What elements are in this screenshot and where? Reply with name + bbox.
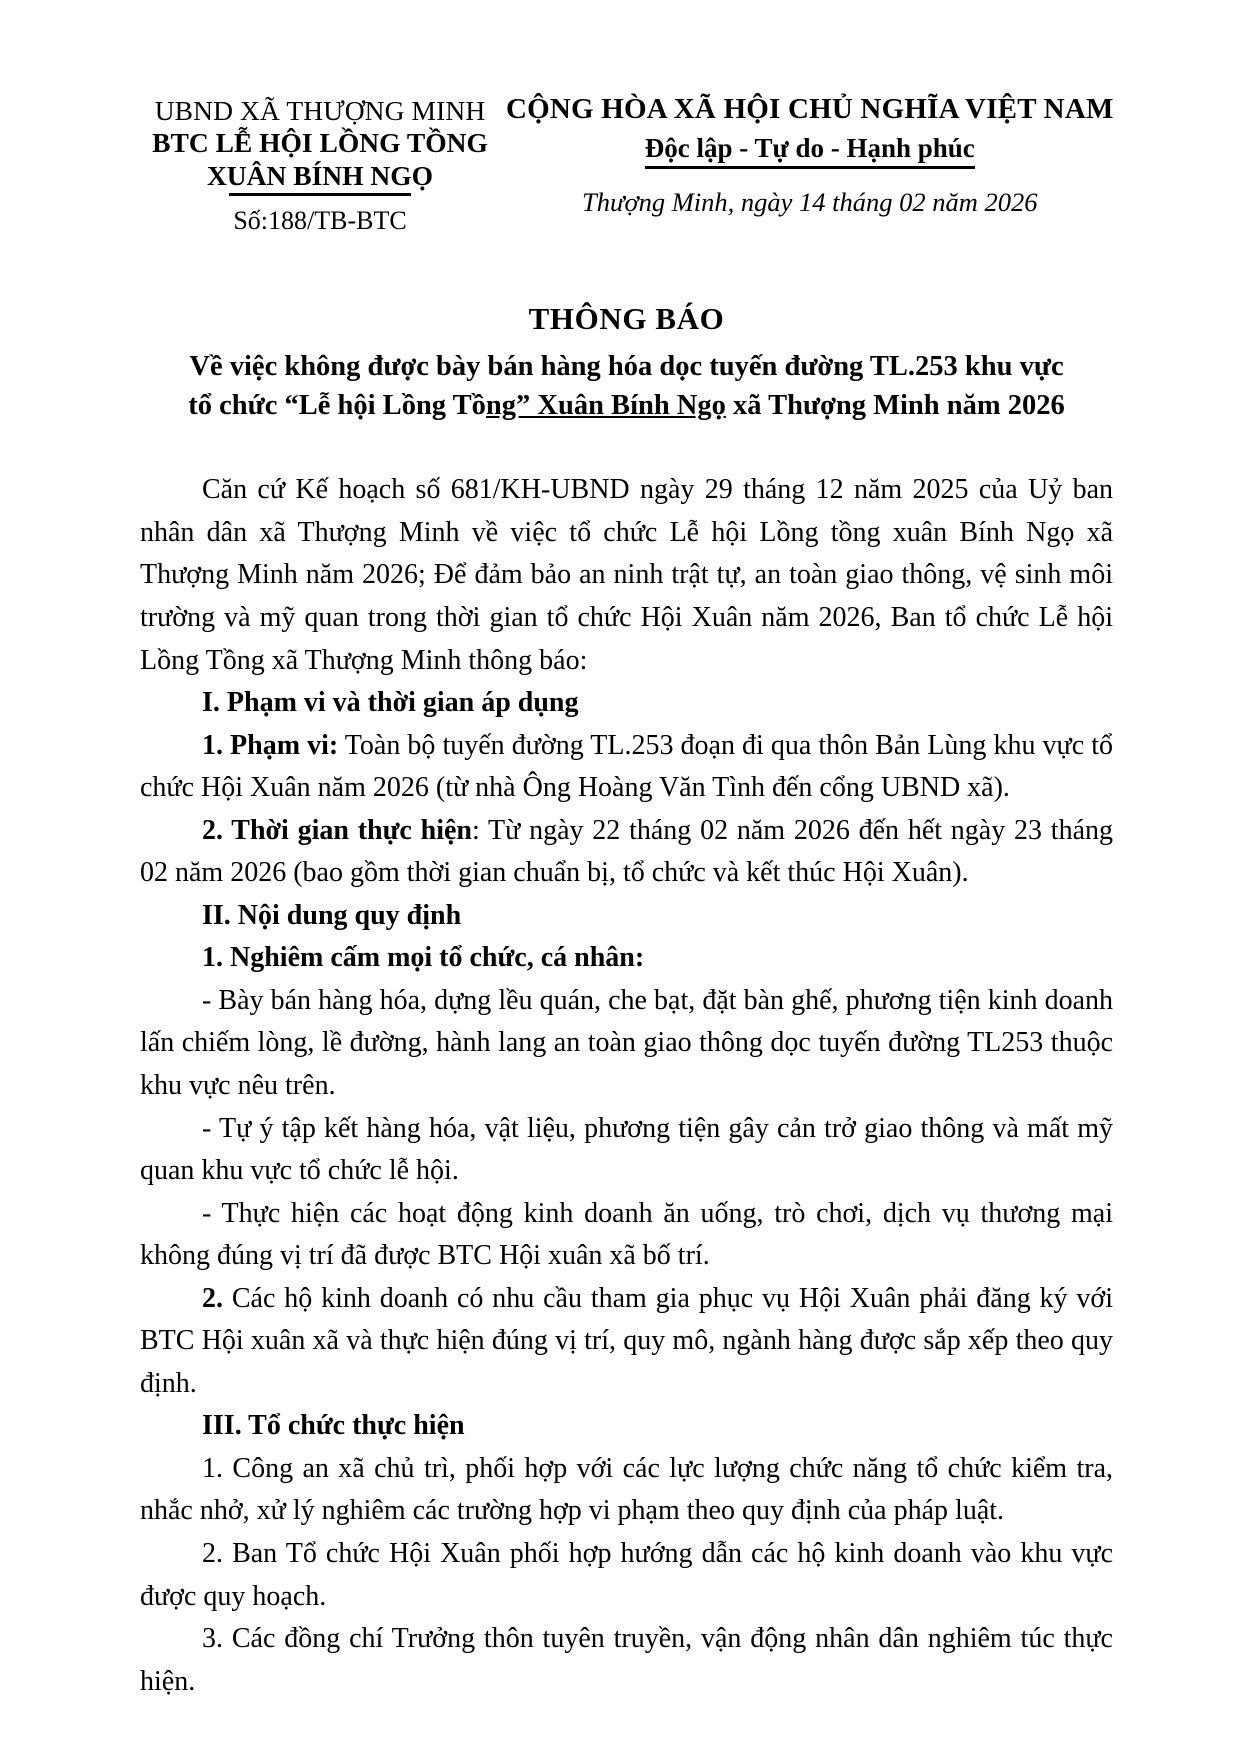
item-scope xyxy=(140,725,1113,810)
organization-underline xyxy=(229,193,411,195)
item-timeframe-label: 2. Thời gian thực hiện xyxy=(202,814,472,846)
document-subject xyxy=(140,347,1113,425)
item-scope-text: Toàn bộ tuyến đường TL.253 đoạn đi qua thôn Bản Lùng khu vực tổ chức Hội Xuân năm 2026 (từ nhà Ông Hoàng Văn Tình đến cổng UBND xã). xyxy=(140,729,1113,804)
organization-line-3 xyxy=(207,160,433,196)
subject-line-2-part-a: tổ chức “Lễ hội Lồng Tồ xyxy=(188,390,486,422)
document-body xyxy=(140,469,1113,1703)
national-heading-block xyxy=(500,92,1114,219)
implementation-item-2: 2. Ban Tổ chức Hội Xuân phối hợp hướng dẫn các hộ kinh doanh vào khu vực được quy hoạch. xyxy=(140,1537,1113,1612)
document-number: Số:188/TB-BTC xyxy=(233,205,407,235)
subject-line-1: Về việc không được bày bán hàng hóa dọc tuyến đường TL.253 khu vực xyxy=(189,351,1064,383)
item-timeframe-text: : Từ ngày 22 tháng 02 năm 2026 đến hết ngày 23 tháng 02 năm 2026 (bao gồm thời gian chuẩn bị, tổ chức và kết thúc Hội Xuân). xyxy=(140,814,1113,889)
subject-line-2-underlined: ng” Xuân Bính Ngọ xyxy=(485,390,726,422)
title-block xyxy=(140,300,1113,426)
item-registration-text: Các hộ kinh doanh có nhu cầu tham gia phục vụ Hội Xuân phải đăng ký với BTC Hội xuân xã và thực hiện đúng vị trí, quy mô, ngành hàng được sắp xếp theo quy định. xyxy=(140,1282,1113,1399)
place-and-date: Thượng Minh, ngày 14 tháng 02 năm 2026 xyxy=(582,186,1038,217)
item-scope-label: 1. Phạm vi: xyxy=(202,729,339,761)
section-heading-iii: III. Tổ chức thực hiện xyxy=(202,1410,465,1442)
preamble-paragraph: Căn cứ Kế hoạch số 681/KH-UBND ngày 29 tháng 12 năm 2025 của Uỷ ban nhân dân xã Thượng Minh về việc tổ chức Lễ hội Lồng tồng xuân Bính Ngọ xã Thượng Minh năm 2026; Để đảm bảo an ninh trật tự, an toàn giao thông, vệ sinh môi trường và mỹ quan trong thời gian tổ chức Hội Xuân năm 2026, Ban tổ chức Lễ hội Lồng Tồng xã Thượng Minh thông báo: xyxy=(140,474,1113,676)
prohibition-bullet-3: - Thực hiện các hoạt động kinh doanh ăn uống, trò chơi, dịch vụ thương mại không đúng vị trí đã được BTC Hội xuân xã bố trí. xyxy=(140,1197,1113,1272)
item-registration-label: 2. xyxy=(202,1282,223,1314)
subject-line-2-part-b: xã Thượng Minh năm 2026 xyxy=(725,390,1065,422)
organization-line-3-text: XUÂN BÍNH NGỌ xyxy=(206,159,434,191)
national-title: CỘNG HÒA XÃ HỘI CHỦ NGHĨA VIỆT NAM xyxy=(506,93,1114,125)
national-motto-wrapper xyxy=(645,132,975,169)
item-timeframe xyxy=(140,810,1113,895)
item-registration xyxy=(140,1278,1113,1406)
prohibition-bullet-1: - Bày bán hàng hóa, dựng lều quán, che bạt, đặt bàn ghế, phương tiện kinh doanh lấn chiếm lòng, lề đường, hành lang an toàn giao thông dọc tuyến đường TL253 thuộc khu vực nêu trên. xyxy=(140,984,1113,1101)
subsection-prohibitions-heading: 1. Nghiêm cấm mọi tổ chức, cá nhân: xyxy=(202,942,645,974)
organization-line-1: UBND XÃ THƯỢNG MINH xyxy=(154,95,486,126)
section-heading-i: I. Phạm vi và thời gian áp dụng xyxy=(202,687,579,719)
implementation-item-1: 1. Công an xã chủ trì, phối hợp với các lực lượng chức năng tổ chức kiểm tra, nhắc nhở, xử lý nghiêm các trường hợp vi phạm theo quy định của pháp luật. xyxy=(140,1452,1113,1527)
section-heading-ii: II. Nội dung quy định xyxy=(202,899,462,931)
motto-underline xyxy=(645,166,975,169)
organization-line-2: BTC LỄ HỘI LỒNG TỒNG xyxy=(152,127,488,159)
document-header xyxy=(140,92,1113,238)
national-motto: Độc lập - Tự do - Hạnh phúc xyxy=(644,132,975,163)
document-type-title: THÔNG BÁO xyxy=(528,300,725,336)
prohibition-bullet-2: - Tự ý tập kết hàng hóa, vật liệu, phương tiện gây cản trở giao thông và mất mỹ quan khu vực tổ chức lễ hội. xyxy=(140,1112,1113,1187)
issuing-organization-block xyxy=(140,92,500,238)
implementation-item-3: 3. Các đồng chí Trưởng thôn tuyên truyền, vận động nhân dân nghiêm túc thực hiện. xyxy=(140,1623,1113,1697)
